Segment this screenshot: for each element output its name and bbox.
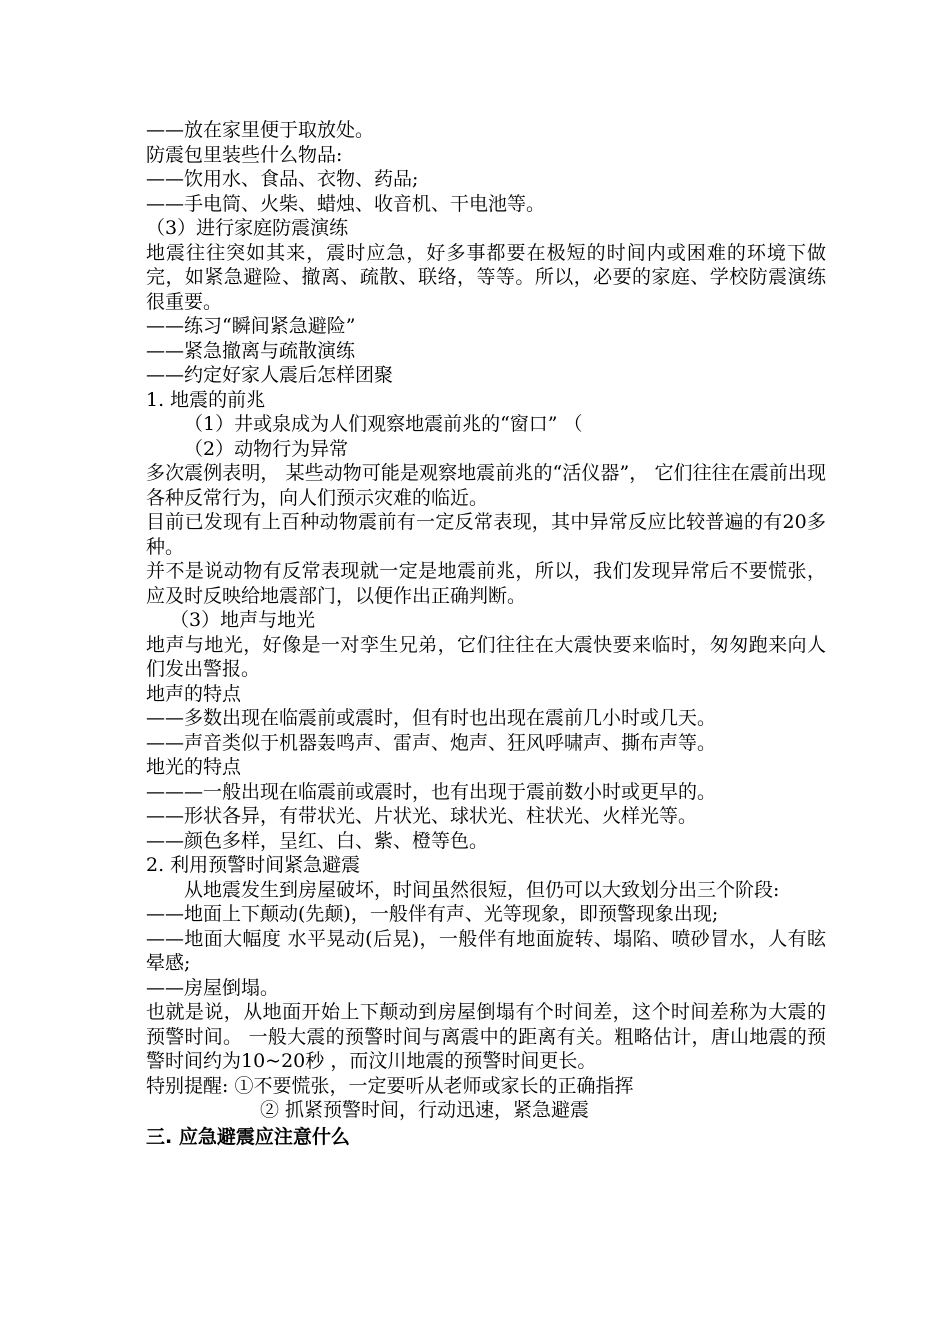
paragraph: 地声与地光，好像是一对孪生兄弟，它们往往在大震快要来临时，匆匆跑来向人们发出警报。 [146,633,826,680]
text-line: ——地面上下颠动(先颠)，一般伴有声、光等现象，即预警现象出现; [146,903,719,925]
reminder-line: ② 抓紧预警时间，行动迅速，紧急避震 [260,1099,590,1121]
subheading: （3）地声与地光 [170,609,316,631]
text-line: ——手电筒、火柴、蜡烛、收音机、干电池等。 [146,192,546,215]
text-line: ——声音类似于机器轰鸣声、雷声、炮声、狂风呼啸声、撕布声等。 [146,731,717,754]
reminder-line: 特别提醒: ①不要慌张，一定要听从老师或家长的正确指挥 [146,1074,634,1097]
text-line: 地光的特点 [146,756,242,778]
text-line: ——形状各异，有带状光、片状光、球状光、柱状光、火样光等。 [146,805,698,827]
text-line: ——颜色多样，呈红、白、紫、橙等色。 [146,829,489,852]
section-heading: 2. 利用预警时间紧急避震 [146,854,361,876]
paragraph: 多次震例表明， 某些动物可能是观察地震前兆的“活仪器”， 它们往往在震前出现各种反常行为，向人们预示灾难的临近。 [146,462,826,509]
paragraph: 也就是说，从地面开始上下颠动到房屋倒塌有个时间差，这个时间差称为大震的预警时间。 一般大震的预警时间与离震中的距离有关。粗略估计，唐山地震的预警时间约为10~20秒 ，而汶川地震的预警时间更长。 [146,1001,826,1072]
text-line: ——房屋倒塌。 [146,976,280,999]
text-line: 防震包里装些什么物品: [146,143,343,166]
text-line: ——多数出现在临震前或震时，但有时也出现在震前几小时或几天。 [146,707,717,729]
text-line: 地声的特点 [146,682,242,705]
text-line: ——练习“瞬间紧急避险” [146,315,356,337]
paragraph: 地震往往突如其来，震时应急，好多事都要在极短的时间内或困难的环境下做完，如紧急避险、撤离、疏散、联络，等等。所以，必要的家庭、学校防震演练很重要。 [146,241,826,313]
subheading: （2）动物行为异常 [184,437,349,460]
paragraph: 从地震发生到房屋破坏，时间虽然很短，但仍可以大致划分出三个阶段: [184,878,780,901]
text-line: ——约定好家人震后怎样团聚 [146,364,394,386]
subheading: （3）进行家庭防震演练 [146,217,349,239]
document-page [146,118,826,1149]
subheading: （1）井或泉成为人们观察地震前兆的“窗口” （ [184,413,583,435]
paragraph: ——地面大幅度 水平晃动(后晃)，一般伴有地面旋转、塌陷、喷砂冒水，人有眩晕感; [146,927,826,974]
chapter-heading: 三. 应急避震应注意什么 [146,1125,350,1148]
section-heading: 1. 地震的前兆 [146,388,266,411]
text-line: ———一般出现在临震前或震时，也有出现于震前数小时或更早的。 [146,780,717,803]
text-line: ——紧急撤离与疏散演练 [146,339,356,362]
text-line: ——放在家里便于取放处。 [146,119,375,141]
text-line: ——饮用水、食品、衣物、药品; [146,168,419,190]
paragraph: 并不是说动物有反常表现就一定是地震前兆，所以，我们发现异常后不要慌张，应及时反映给地震部门，以便作出正确判断。 [146,560,826,607]
paragraph: 目前已发现有上百种动物震前有一定反常表现，其中异常反应比较普遍的有20多种。 [146,511,826,558]
